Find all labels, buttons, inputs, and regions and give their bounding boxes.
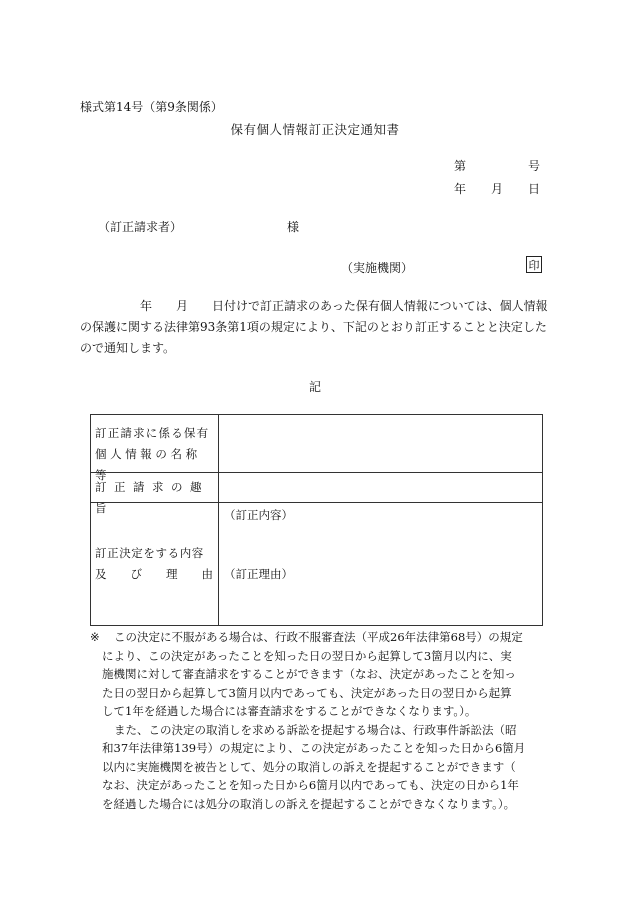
notes-section xyxy=(90,628,550,813)
implementing-agency-label: （実施機関） xyxy=(341,261,414,275)
note-line: 以内に実施機関を被告として、処分の取消しの訴えを提起することができます（ xyxy=(102,759,516,774)
note-line: 施機関に対して審査請求をすることができます（なお、決定があったことを知っ xyxy=(102,667,516,681)
note-line: により、この決定があったことを知った日の翌日から起算して3箇月以内に、実 xyxy=(102,648,512,663)
note-mark: ※ xyxy=(90,630,100,644)
body-line: 年 月 日付けで訂正請求のあった保有個人情報については、個人情報 xyxy=(140,299,548,313)
note-line: 和37年法律第139号）の規定により、この決定があったことを知った日から6箇月 xyxy=(102,741,526,755)
document-title: 保有個人情報訂正決定通知書 xyxy=(230,122,400,137)
label-char: 及 xyxy=(95,567,107,581)
day-label: 日 xyxy=(527,182,540,196)
honorific-sama: 様 xyxy=(287,220,300,234)
note-line: なお、決定があったことを知った日から6箇月以内であっても、決定の日から1年 xyxy=(102,778,519,792)
date-line xyxy=(454,180,540,197)
year-label: 年 xyxy=(454,182,467,196)
month-label: 月 xyxy=(490,182,503,196)
requester-label: （訂正請求者） xyxy=(98,220,183,234)
label-line-justified xyxy=(95,564,213,585)
ki-heading: 記 xyxy=(308,380,321,394)
body-line: の保護に関する法律第93条第1項の規定により、下記のとおり訂正することと決定した xyxy=(80,320,547,334)
table-row xyxy=(91,415,542,482)
label-line: 個人情報の名称等 xyxy=(95,447,201,482)
row-label-decision-content xyxy=(95,543,213,585)
document-number-line xyxy=(454,157,540,174)
go-label: 号 xyxy=(527,159,540,173)
label-char: 理 xyxy=(166,567,178,581)
label-char: び xyxy=(130,567,142,581)
decision-table xyxy=(90,414,543,626)
correction-reason-field: （訂正理由） xyxy=(224,567,293,581)
note-line: して1年を経過した場合には審査請求をすることができなくなります。）。 xyxy=(102,704,477,718)
note-line: を経過した場合には処分の取消しの訴えを提起することができなくなります。）。 xyxy=(102,796,516,811)
table-row xyxy=(91,503,542,625)
note-line: この決定に不服がある場合は、行政不服審査法（平成26年法律第68号）の規定 xyxy=(114,630,523,644)
seal-box: 印 xyxy=(526,256,542,273)
form-number: 様式第14号（第9条関係） xyxy=(80,100,223,114)
correction-content-field: （訂正内容） xyxy=(224,508,293,522)
note-line: た日の翌日から起算して3箇月以内であっても、決定があった日の翌日から起算 xyxy=(102,685,512,700)
label-line: 訂正請求に係る保有 xyxy=(95,426,210,440)
dai-label: 第 xyxy=(454,159,467,173)
note-line: また、この決定の取消しを求める訴訟を提起する場合は、行政事件訴訟法（昭 xyxy=(114,722,517,737)
label-char: 由 xyxy=(201,567,213,581)
row-label-request-purpose: 訂正請求の趣旨 xyxy=(95,480,209,515)
body-line: ので通知します。 xyxy=(80,341,176,355)
body-paragraph xyxy=(80,296,556,359)
label-line: 訂正決定をする内容 xyxy=(95,546,204,560)
